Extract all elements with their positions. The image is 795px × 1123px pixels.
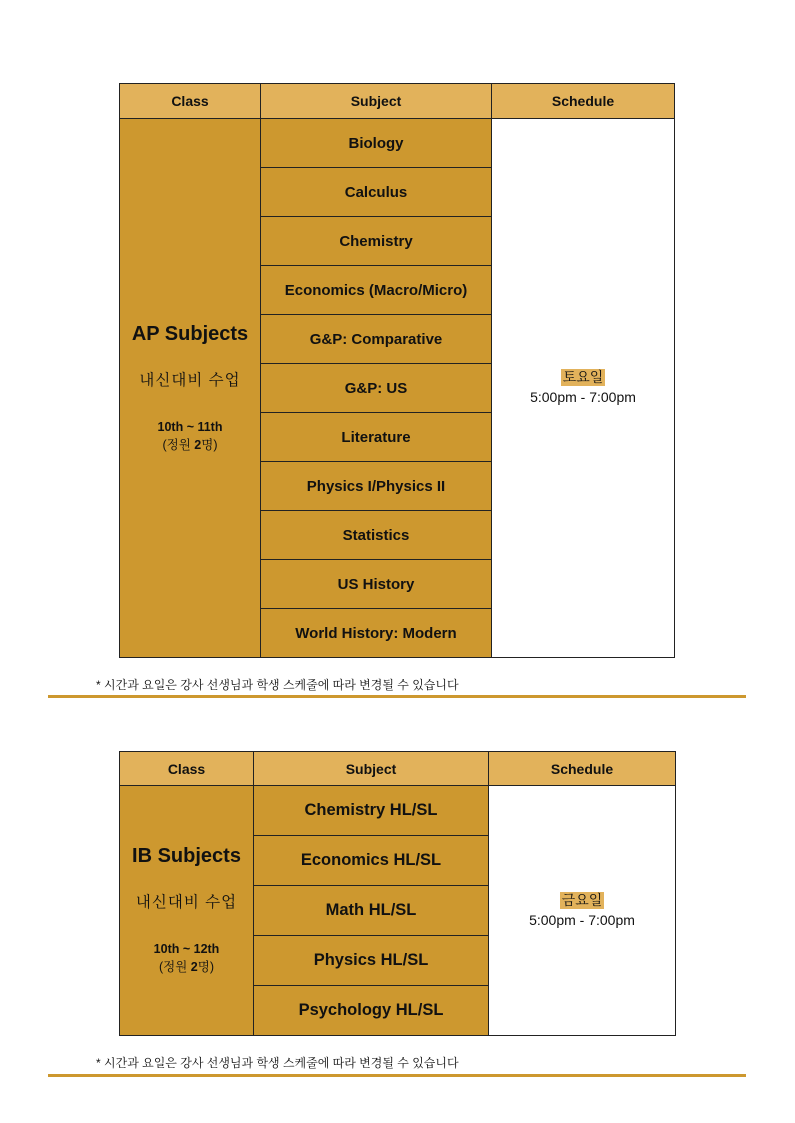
class-subtitle: 내신대비 수업: [135, 894, 238, 911]
header-schedule: Schedule: [492, 84, 675, 119]
subject-cell: US History: [261, 560, 492, 609]
schedule-day: 금요일: [561, 891, 603, 908]
subject-cell: Psychology HL/SL: [254, 986, 489, 1036]
header-subject: Subject: [261, 84, 492, 119]
subject-cell: Economics (Macro/Micro): [261, 266, 492, 315]
schedule-cell: [489, 786, 676, 1036]
subject-cell: Chemistry HL/SL: [254, 786, 489, 836]
schedule-note: * 시간과 요일은 강사 선생님과 학생 스케줄에 따라 변경될 수 있습니다: [96, 1056, 459, 1070]
subject-cell: World History: Modern: [261, 609, 492, 658]
section-divider: [48, 695, 746, 698]
subject-cell: Calculus: [261, 168, 492, 217]
capacity: (정원 2명): [159, 960, 214, 974]
table-header-row: [120, 84, 675, 119]
header-subject: Subject: [254, 752, 489, 786]
subject-cell: G&P: US: [261, 364, 492, 413]
schedule-day: 토요일: [562, 369, 604, 385]
section-divider: [48, 1074, 746, 1077]
class-cell: [120, 119, 261, 658]
schedule-note: * 시간과 요일은 강사 선생님과 학생 스케줄에 따라 변경될 수 있습니다: [96, 678, 459, 692]
class-subtitle: 내신대비 수업: [139, 371, 241, 389]
subject-cell: Physics I/Physics II: [261, 462, 492, 511]
subject-cell: Economics HL/SL: [254, 836, 489, 886]
header-class: Class: [120, 84, 261, 119]
subject-cell: Chemistry: [261, 217, 492, 266]
ap-schedule-table: [119, 83, 675, 658]
table-row: [120, 786, 676, 836]
subject-cell: Math HL/SL: [254, 886, 489, 936]
class-cell: [120, 786, 254, 1036]
grade-range: 10th ~ 12th: [153, 942, 220, 956]
header-schedule: Schedule: [489, 752, 676, 786]
subject-cell: G&P: Comparative: [261, 315, 492, 364]
subject-cell: Biology: [261, 119, 492, 168]
class-title: IB Subjects: [132, 845, 241, 867]
capacity: (정원 2명): [162, 437, 218, 452]
header-class: Class: [120, 752, 254, 786]
table-row: [120, 119, 675, 168]
schedule-time: 5:00pm - 7:00pm: [529, 911, 635, 928]
subject-cell: Physics HL/SL: [254, 936, 489, 986]
grade-range: 10th ~ 11th: [157, 419, 223, 434]
table-header-row: [120, 752, 676, 786]
class-title: AP Subjects: [131, 322, 249, 345]
schedule-cell: [492, 119, 675, 658]
ib-schedule-table: [119, 751, 676, 1036]
subject-cell: Statistics: [261, 511, 492, 560]
subject-cell: Literature: [261, 413, 492, 462]
schedule-time: 5:00pm - 7:00pm: [530, 389, 636, 405]
